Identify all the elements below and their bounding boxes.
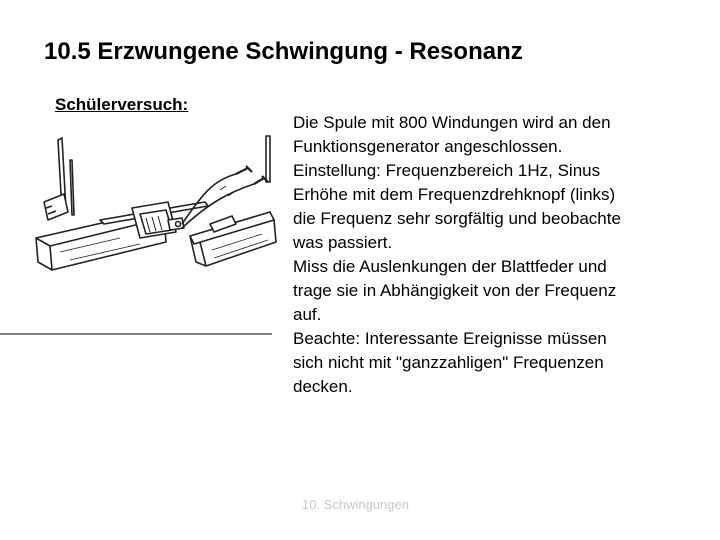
instruction-text [293, 111, 693, 399]
instruction-line: auf. [293, 305, 322, 324]
instruction-line: was passiert. [293, 233, 393, 252]
instruction-line: Funktionsgenerator angeschlossen. [293, 137, 563, 156]
instruction-line: Die Spule mit 800 Windungen wird an den [293, 113, 611, 132]
instruction-line: Erhöhe mit dem Frequenzdrehknopf (links) [293, 185, 616, 204]
experiment-apparatus-drawing [0, 120, 285, 340]
instruction-line: decken. [293, 377, 353, 396]
instruction-line: trage sie in Abhängigkeit von der Frequenz [293, 281, 617, 300]
instruction-line: Einstellung: Frequenzbereich 1Hz, Sinus [293, 161, 601, 180]
instruction-line: Miss die Auslenkungen der Blattfeder und [293, 257, 607, 276]
slide-footer: 10. Schwingungen [302, 497, 409, 512]
instruction-line: sich nicht mit "ganzzahligen" Frequenzen [293, 353, 604, 372]
instruction-line: die Frequenz sehr sorgfältig und beobachte [293, 209, 621, 228]
slide-subtitle: Schülerversuch: [55, 95, 189, 114]
instruction-line: Beachte: Interessante Ereignisse müssen [293, 329, 607, 348]
slide-title: 10.5 Erzwungene Schwingung - Resonanz [44, 38, 523, 65]
